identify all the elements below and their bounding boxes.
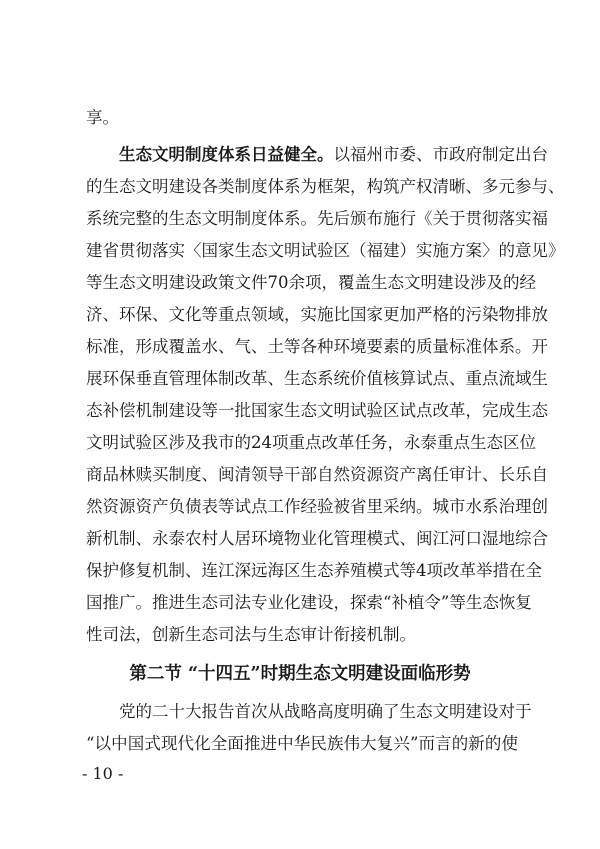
paragraph-1-line: 系统完整的生态文明制度体系。先后颁布施行《关于贯彻落实福 [86, 209, 548, 228]
paragraph-1-line: 文明试验区涉及我市的24项重点改革任务，永泰重点生态区位 [86, 433, 536, 452]
paragraph-1-line: 济、环保、文化等重点领域，实施比国家更加严格的污染物排放 [86, 305, 548, 324]
paragraph-1-line: 国推广。推进生态司法专业化建设，探索“补植令”等生态恢复 [86, 593, 532, 612]
paragraph-1-line: 标准，形成覆盖水、气、土等各种环境要素的质量标准体系。开 [86, 337, 548, 356]
page-number: - 10 - [82, 764, 124, 783]
paragraph-1-line: 然资源资产负债表等试点工作经验被省里采纳。城市水系治理创 [86, 497, 548, 516]
section-heading: 第二节 “十四五”时期生态文明建设面临形势 [129, 664, 471, 684]
paragraph-1-line: 新机制、永泰农村人居环境物业化管理模式、闽江河口湿地综合 [86, 529, 548, 548]
paragraph-1-line: 建省贯彻落实〈国家生态文明试验区（福建）实施方案〉的意见》 [86, 241, 565, 260]
paragraph-1-lead: 生态文明制度体系日益健全。 [119, 145, 334, 164]
paragraph-1-line: 等生态文明建设政策文件70余项，覆盖生态文明建设涉及的经 [86, 273, 536, 292]
paragraph-1-line: 的生态文明建设各类制度体系为框架，构筑产权清晰、多元参与、 [86, 177, 565, 196]
paragraph-1-line-1 [119, 140, 548, 170]
paragraph-1-line: 展环保垂直管理体制改革、生态系统价值核算试点、重点流域生 [86, 369, 548, 388]
paragraph-1-line: 性司法，创新生态司法与生态审计衔接机制。 [86, 625, 416, 644]
paragraph-1-line: 保护修复机制、连江深远海区生态养殖模式等4项改革举措在全 [86, 561, 542, 580]
paragraph-1-line: 态补偿机制建设等一批国家生态文明试验区试点改革，完成生态 [86, 401, 548, 420]
paragraph-1-line: 商品林赎买制度、闽清领导干部自然资源资产离任审计、长乐自 [86, 465, 548, 484]
paragraph-2-line-1: 党的二十大报告首次从战略高度明确了生态文明建设对于 [119, 702, 532, 721]
paragraph-1-line-1-rest: 以福州市委、市政府制定出台 [333, 145, 548, 164]
top-fragment: 享。 [86, 108, 119, 127]
paragraph-2-line-2: “以中国式现代化全面推进中华民族伟大复兴”而言的新的使 [86, 734, 518, 753]
